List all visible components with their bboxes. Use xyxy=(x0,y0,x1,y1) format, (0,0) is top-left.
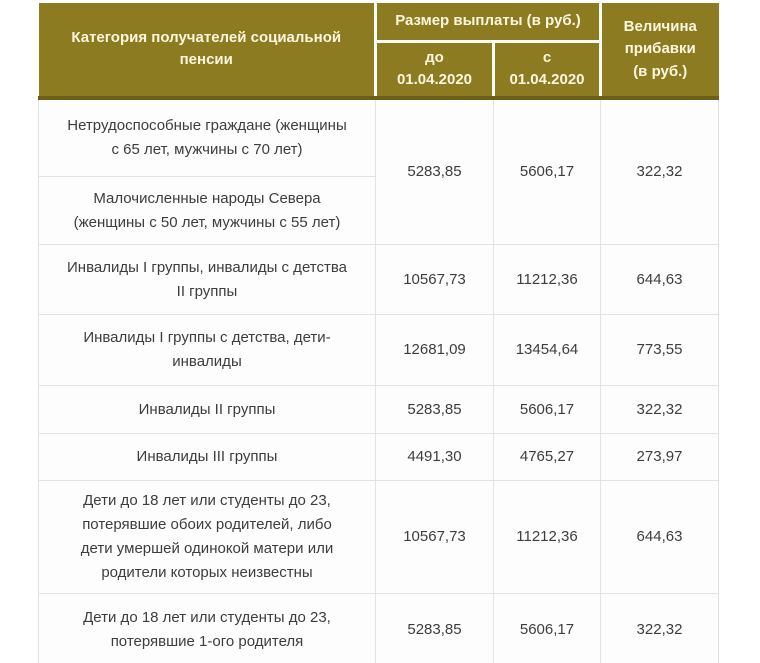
table-row xyxy=(39,434,719,481)
increase-cell: 273,97 xyxy=(601,434,719,481)
table-row xyxy=(39,315,719,386)
table-header xyxy=(39,3,719,98)
value-after-cell: 13454,64 xyxy=(494,315,601,386)
header-increase: Величина прибавки (в руб.) xyxy=(601,3,719,98)
value-before-cell: 12681,09 xyxy=(376,315,494,386)
value-before-cell: 5283,85 xyxy=(376,98,494,245)
category-cell: Инвалиды II группы xyxy=(39,386,376,434)
increase-cell: 773,55 xyxy=(601,315,719,386)
value-after-cell: 11212,36 xyxy=(494,481,601,594)
header-before-date: до 01.04.2020 xyxy=(376,41,494,98)
increase-cell: 644,63 xyxy=(601,245,719,315)
header-row-top xyxy=(39,3,719,41)
table-row xyxy=(39,594,719,663)
header-category: Категория получателей социальной пенсии xyxy=(39,3,376,98)
header-payment-size: Размер выплаты (в руб.) xyxy=(376,3,601,41)
table-row xyxy=(39,98,719,177)
value-after-cell: 5606,17 xyxy=(494,594,601,663)
increase-cell: 644,63 xyxy=(601,481,719,594)
category-cell: Дети до 18 лет или студенты до 23, потерявшие обоих родителей, либо дети умершей одинокой матери или родители которых неизвестны xyxy=(39,481,376,594)
category-cell: Дети до 18 лет или студенты до 23, потерявшие 1-ого родителя xyxy=(39,594,376,663)
increase-cell: 322,32 xyxy=(601,98,719,245)
category-cell: Нетрудоспособные граждане (женщины с 65 лет, мужчины с 70 лет) xyxy=(39,98,376,177)
table-row xyxy=(39,481,719,594)
value-before-cell: 5283,85 xyxy=(376,594,494,663)
value-before-cell: 5283,85 xyxy=(376,386,494,434)
value-before-cell: 10567,73 xyxy=(376,245,494,315)
pension-table xyxy=(38,3,719,663)
value-before-cell: 4491,30 xyxy=(376,434,494,481)
value-after-cell: 11212,36 xyxy=(494,245,601,315)
table-body xyxy=(39,98,719,663)
category-cell: Инвалиды III группы xyxy=(39,434,376,481)
category-cell: Малочисленные народы Севера (женщины с 50 лет, мужчины с 55 лет) xyxy=(39,177,376,245)
value-after-cell: 5606,17 xyxy=(494,98,601,245)
value-after-cell: 4765,27 xyxy=(494,434,601,481)
header-after-date: с 01.04.2020 xyxy=(494,41,601,98)
table-row xyxy=(39,386,719,434)
value-before-cell: 10567,73 xyxy=(376,481,494,594)
table-row xyxy=(39,245,719,315)
increase-cell: 322,32 xyxy=(601,594,719,663)
increase-cell: 322,32 xyxy=(601,386,719,434)
category-cell: Инвалиды I группы с детства, дети-инвалиды xyxy=(39,315,376,386)
category-cell: Инвалиды I группы, инвалиды с детства II группы xyxy=(39,245,376,315)
value-after-cell: 5606,17 xyxy=(494,386,601,434)
